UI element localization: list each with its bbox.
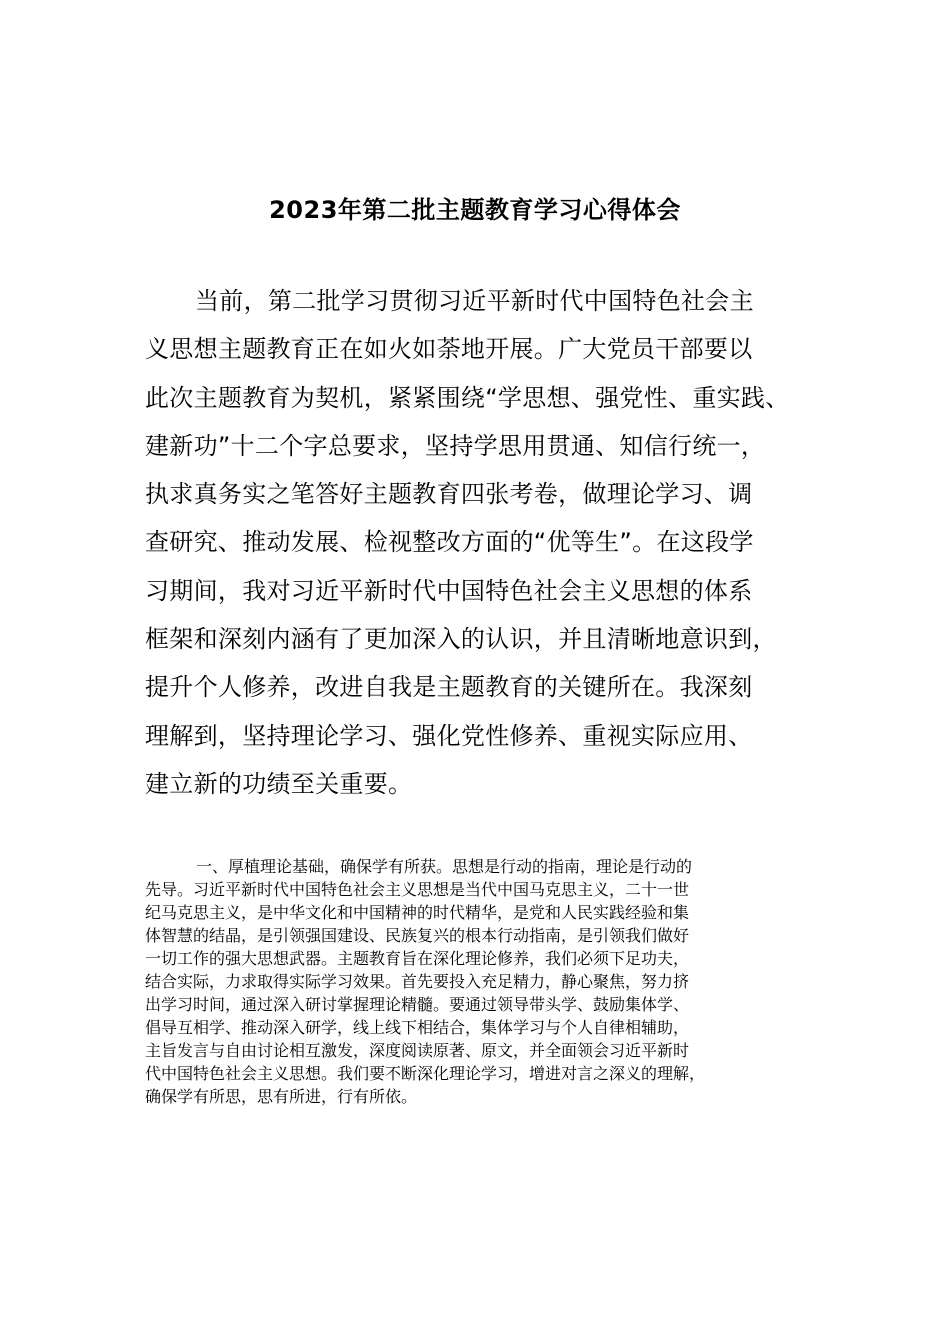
section-1-line: 体智慧的结晶，是引领强国建设、民族复兴的根本行动指南，是引领我们做好	[145, 926, 690, 945]
section-1-line: 出学习时间，通过深入研讨掌握理论精髓。要通过领导带头学、鼓励集体学、	[145, 995, 690, 1014]
lead-line: 查研究、推动发展、检视整改方面的“优等生”。在这段学	[145, 528, 754, 557]
lead-paragraph	[145, 277, 815, 808]
lead-line: 习期间，我对习近平新时代中国特色社会主义思想的体系	[145, 576, 753, 605]
lead-line: 建立新的功绩至关重要。	[145, 769, 413, 798]
lead-line: 建新功”十二个字总要求，坚持学思用贯通、知信行统一，	[145, 431, 766, 460]
document-title: 2023年第二批主题教育学习心得体会	[269, 196, 681, 224]
section-1-line: 一、厚植理论基础，确保学有所获。思想是行动的指南，理论是行动的	[196, 857, 693, 876]
section-1-line: 代中国特色社会主义思想。我们要不断深化理论学习，增进对言之深义的理解，	[145, 1064, 706, 1083]
lead-line: 理解到，坚持理论学习、强化党性修养、重视实际应用、	[145, 721, 753, 750]
lead-line: 义思想主题教育正在如火如荼地开展。广大党员干部要以	[145, 335, 753, 364]
section-1-line: 一切工作的强大思想武器。主题教育旨在深化理论修养，我们必须下足功夫，	[145, 949, 690, 968]
section-1-line: 纪马克思主义，是中华文化和中国精神的时代精华，是党和人民实践经验和集	[145, 903, 690, 922]
section-1-line: 先导。习近平新时代中国特色社会主义思想是当代中国马克思主义，二十一世	[145, 880, 690, 899]
lead-line: 当前，第二批学习贯彻习近平新时代中国特色社会主	[195, 287, 754, 315]
lead-line: 此次主题教育为契机，紧紧围绕“学思想、强党性、重实践、	[145, 383, 790, 412]
lead-line: 提升个人修养，改进自我是主题教育的关键所在。我深刻	[145, 673, 753, 702]
section-1-line: 主旨发言与自由讨论相互激发，深度阅读原著、原文，并全面领会习近平新时	[145, 1041, 690, 1060]
section-1-line: 结合实际，力求取得实际学习效果。首先要投入充足精力，静心聚焦，努力挤	[145, 972, 690, 991]
section-1-line: 倡导互相学、推动深入研学，线上线下相结合，集体学习与个人自律相辅助，	[145, 1018, 690, 1037]
lead-line: 执求真务实之笔答好主题教育四张考卷，做理论学习、调	[145, 480, 753, 509]
section-1-paragraph	[145, 855, 815, 1108]
lead-line: 框架和深刻内涵有了更加深入的认识，并且清晰地意识到，	[145, 625, 777, 654]
section-1-line: 确保学有所思，思有所进，行有所依。	[145, 1087, 418, 1106]
